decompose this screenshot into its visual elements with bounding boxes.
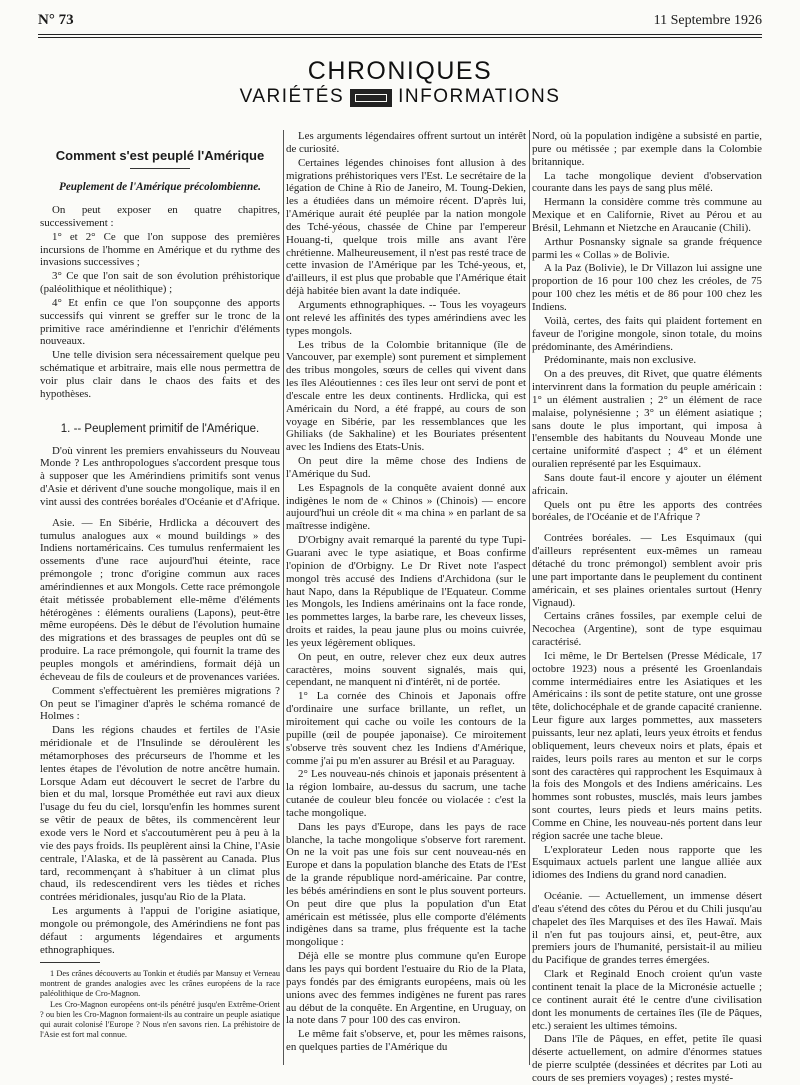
paragraph: Certaines légendes chinoises font allusion à des migrations préhistoriques vers l'Est. Le secrétaire de la légation de Chine à Rio de Janeiro, M. Toung-Dekien, les a étudiées dans un mémoire récent. D'après lui, l'Amérique aurait été peuplée par la nation mongole des Tché-yéous, chassée de Chine par l'empereur Houang-ti, quelque trois mille ans avant l'ère chrétienne. Malheureusement, il n'est pas resté trace de cette invasion de l'Amérique par les Tché-yeous, et, d'ailleurs, il est plus que probable que l'Amérique était déjà habitée bien avant la date indiquée. [286, 156, 526, 298]
paragraph: On peut exposer en quatre chapitres, successivement : [40, 204, 280, 229]
column-3 [532, 130, 762, 1084]
footnotes [40, 969, 280, 1040]
paragraph: L'explorateur Leden nous rapporte que les Esquimaux actuels parlent une langue alliée aux idiomes des Indiens du grand nord canadien. [532, 843, 762, 882]
paragraph: Une telle division sera nécessairement quelque peu schématique et arbitraire, mais elle nous permettra de voir plus clair dans le chaos des faits et des hypothèses. [40, 349, 280, 400]
paragraph: 3° Ce que l'on sait de son évolution préhistorique (paléolithique et néolithique) ; [40, 270, 280, 296]
column-1 [40, 130, 280, 1070]
paragraph: Les arguments à l'appui de l'origine asiatique, mongole ou prémongole, des Amérindiens ne font pas défaut : arguments légendaires et arguments ethnographiques. [40, 905, 280, 956]
masthead [0, 58, 800, 108]
paragraph: Hermann la considère comme très commune au Mexique et en Californie, Rivet au Pérou et au Brésil, Lehmann et Nietzche en Araucanie (Chili). [532, 196, 762, 234]
masthead-title: CHRONIQUES [307, 57, 493, 85]
header-rule-2 [38, 37, 762, 38]
paragraph: On peut, en outre, relever chez eux deux autres caractères, moins souvent signalés, mais qui, cependant, ne manquent ni d'intérêt, ni de portée. [286, 650, 526, 689]
running-header [38, 12, 762, 29]
column-divider-1 [283, 130, 284, 1065]
article-subtitle: Peuplement de l'Amérique précolombienne. [59, 181, 261, 193]
paragraph: A la Paz (Bolivie), le Dr Villazon lui assigne une proportion de 16 pour 100 chez les créoles, de 75 pour 100 chez les métis et de 86 pour 100 chez les Indiens. [532, 262, 762, 313]
paragraph: D'Orbigny avait remarqué la parenté du type Tupi-Guarani avec le type asiatique, et Boas confirme l'opinion de d'Orbigny. Le Dr Rivet note l'aspect mongol très accusé des Indiens d'Archidona (sur le haut Napo, dans la République de l'Equateur. Comme les Mongols, les Indiens amérinains ont la face ronde, les pommettes larges, la barbe rare, les cheveux lisses, droits et raides, la peau jaune plus ou moins cuivrée, les yeux légèrement obliques. [286, 534, 526, 649]
paragraph: La tache mongolique devient d'observation courante dans les pays de sang plus mêlé. [532, 169, 762, 195]
paragraph: Arguments ethnographiques. -- Tous les voyageurs ont relevé les affinités des types amérindiens avec les types mongols. [286, 298, 526, 337]
paragraph: Quels ont pu être les apports des contrées boréales, de l'Océanie et de l'Afrique ? [532, 498, 762, 524]
paragraph: 2° Les nouveau-nés chinois et japonais présentent à la région lombaire, au-dessus du sacrum, une tache cutanée de couleur bleu foncée ou violacée : c'est la tache mongolique. [286, 768, 526, 819]
masthead-left-word: VARIÉTÉS [239, 86, 345, 107]
section-heading: 1. -- Peuplement primitif de l'Amérique. [60, 422, 260, 435]
column-2 [286, 130, 526, 1070]
article-title: Comment s'est peuplé l'Amérique [55, 148, 265, 163]
paragraph: 1° La cornée des Chinois et Japonais offre d'ordinaire une surface brillante, un reflet, un miroitement qui cache ou voile les contours de la pupille (œil de poupée japonaise). Ce miroitement s'observe très souvent chez les Indiens d'Amérique, comme j'ai pu m'en assurer au Brésil et au Paraguay. [286, 690, 526, 767]
paragraph: Clark et Reginald Enoch croient qu'un vaste continent tenait la place de la Micronésie actuelle ; ce continent aurait été le centre d'une civilisation dont les monuments de certaines îles (île de Pâques, etc.) seraient les ultimes témoins. [532, 968, 762, 1032]
paragraph: Certains crânes fossiles, par exemple celui de Necochea (Argentine), sont de type esquimau caractérisé. [532, 610, 762, 649]
column-divider-2 [529, 130, 530, 1065]
masthead-subtitle [0, 86, 800, 108]
paragraph: Déjà elle se montre plus commune qu'en Europe dans les pays qui bordent l'estuaire du Rio de la Plata, pays fondés par des émigrants européens, mais où les unions avec des femmes indigènes ne furent pas rares au début de la conquête. En Argentine, en Uruguay, on la note dans 7 pour 100 des cas environ. [286, 950, 526, 1027]
paragraph: Nord, où la population indigène a subsisté en partie, pure ou métissée ; par exemple dans la Colombie britannique. [532, 130, 762, 168]
paragraph: Les tribus de la Colombie britannique (île de Vancouver, par exemple) sont purement et simplement des tribus mongoles, sœurs de celles qui vivent dans les îles Aléoutiennes : ces îles leur ont servi de pont et d'escale entre les deux continents. Hrdlicka, qui est Américain du Nord, a été frappé, au cours de son voyage en Sibérie, par les ressemblances que les Ghiliaks (de Sakhaline) et les Bouriates présentent avec les Indiens des Etats-Unis. [286, 338, 526, 454]
paragraph: D'où vinrent les premiers envahisseurs du Nouveau Monde ? Les anthropologues s'accordent presque tous à supposer que les Amérindiens primitifs sont venus d'Asie et dérivent d'une souche mongolique, mais il en vint aussi des contrées boréales d'Océanie et d'Afrique. [40, 444, 280, 508]
paragraph: Dans les régions chaudes et fertiles de l'Asie méridionale et de l'Insulinde se déroulèrent les métamorphoses des précurseurs de l'homme et les lentes étapes de l'évolution de notre ancêtre humain. Lorsque Adam eut découvert le secret de l'arbre du bien et du mal, lorsque Prométhée eut ravi aux dieux l'usage du feu du ciel, lorsqu'enfin les hommes surent se vêtir de peaux de bêtes, ils commencèrent leur exode vers le Nord et s'accoutumèrent peu à peu à la vie des pays froids. Ils peuplèrent ainsi la Chine, l'Asie centrale, l'Alaska, et de là passèrent au Canada. Plus tard, recommençant à s'habituer à un climat plus chaud, ils redescendirent vers les tièdes et riches contrées méridionales, jusqu'au Rio de la Plata. [40, 724, 280, 904]
paragraph: Ici même, le Dr Bertelsen (Presse Médicale, 17 octobre 1923) nous a présenté les Groenlandais comme intermédiaires entre les Asiatiques et les Américains : ils sont de petite stature, ont une grosse tête, dolichocéphale et de grande capacité cranienne. Leur figure aux larges pommettes, aux masseters puissants, leur nez aplati, leurs yeux étroits et fendus obliquement, leurs cheveux noirs et plats, épais et raides, leurs poils rares au menton et sur le corps sont des caractères qui rapprochent les Esquimaux à la fois des Mongols et des Indiens américains. Les hommes sont robustes, musclés, mais leurs jambes sont courtes, leurs pieds et leurs mains petits. Comme en Chine, les nouveau-nés portent dans leur région sacrée une tache bleue. [532, 649, 762, 842]
paragraph: Comment s'effectuèrent les premières migrations ? On peut se l'imaginer d'après le schéma romancé de Holmes : [40, 684, 280, 723]
paragraph: Océanie. — Actuellement, un immense désert d'eau s'étend des côtes du Pérou et du Chili jusqu'au chapelet des îles Marquises et des îles Hawaï. Mais il n'en fut pas toujours ainsi, et, peut-être, aux premiers jours de l'humanité, persistait-il au milieu du Pacifique de grandes terres émergées. [532, 890, 762, 967]
paragraph: Voilà, certes, des faits qui plaident fortement en faveur de l'origine mongole, sinon totale, du moins prédominante, des Amérindiens. [532, 314, 762, 353]
masthead-right-word: INFORMATIONS [398, 86, 561, 107]
paragraph: On a des preuves, dit Rivet, que quatre éléments intervinrent dans la formation du peuple américain : 1° un élément australien ; 2° un élément de race malaise, polynésienne ; 3° un élément asiatique ; sans doute le plus important, qui imposa à l'ensemble des habitants du Nouveau Monde une certaine uniformité d'aspect ; 4° et un élément ouralien représenté par les Esquimaux. [532, 368, 762, 471]
issue-date: 11 Septembre 1926 [653, 13, 762, 28]
paragraph: On peut dire la même chose des Indiens de l'Amérique du Sud. [286, 455, 526, 480]
paragraph: Sans doute faut-il encore y ajouter un élément africain. [532, 471, 762, 497]
paragraph: Dans l'île de Pâques, en effet, petite île quasi déserte actuellement, on admire d'énormes statues de pierre sculptée (dessinées et décrites par Loti au cours de ses premiers voyages) ; restes mysté- [532, 1033, 762, 1084]
footnote: 1 Des crânes découverts au Tonkin et étudiés par Mansuy et Verneau montrent de grandes analogies avec les crânes européens de la race paléolithique de Cro-Magnon. [40, 969, 280, 999]
footnote: Les Cro-Magnon européens ont-ils pénétré jusqu'en Extrême-Orient ? ou bien les Cro-Magnon formaient-ils au contraire un peuple asiatique qui aurait colonisé l'Europe ? Nous n'en savons rien. La préhistoire de l'Asie est fort mal connue. [40, 1000, 280, 1040]
paragraph: Asie. — En Sibérie, Hrdlicka a découvert des tumulus analogues aux « mound buildings » des Indiens nortaméricains. Ces tumulus renfermaient les ossements d'une race aujourd'hui éteinte, race prémongole ; tronc d'origine commun aux races amérindiennes et aux Mongols. Cette race prémongole était métissée probablement elle-même d'éléments hétérogènes : éléments ouraliens (Lapons), peut-être même européens. Dès le début de l'évolution humaine des migrations et des brassages de peuples ont dû se produire. La race prémongole, qui fournit la trame des peuples mongols et amérindiens, formait déjà un écheveau de fils de couleurs et de provenances variées. [40, 516, 280, 683]
footnote-rule [40, 962, 100, 963]
paragraph: Les arguments légendaires offrent surtout un intérêt de curiosité. [286, 130, 526, 155]
title-rule [130, 168, 190, 169]
paragraph: Arthur Posnansky signale sa grande fréquence parmi les « Collas » de Bolivie. [532, 235, 762, 261]
paragraph: 1° et 2° Ce que l'on suppose des premières incursions de l'homme en Amérique et du rythme des invasions successives ; [40, 230, 280, 269]
paragraph: Prédominante, mais non exclusive. [544, 354, 697, 367]
paragraph: Dans les pays d'Europe, dans les pays de race blanche, la tache mongolique s'observe fort rarement. On ne la voit pas une fois sur cent nouveau-nés en Europe et dans la population blanche des Etats de l'Est de la grande république nord-américaine. Par contre, les bébés amérindiens en sont le plus souvent porteurs. On peut dire que plus la population d'un Etat américain est métissée, plus elle comporte d'éléments indigènes dans sa trame, plus fréquente est la tache mongolique : [286, 820, 526, 949]
paragraph: 4° Et enfin ce que l'on soupçonne des apports successifs qui vinrent se greffer sur le tronc de la primitive race amérindienne et l'enrichir d'éléments nouveaux. [40, 296, 280, 348]
header-rule-1 [38, 34, 762, 35]
paragraph: Le même fait s'observe, et, pour les mêmes raisons, en quelques parties de l'Amérique du [286, 1028, 526, 1054]
paragraph: Contrées boréales. — Les Esquimaux (qui d'ailleurs représentent eux-mêmes un rameau détaché du tronc prémongol) semblent avoir pris une part importante dans le peuplement du continent américain, et ses plaines orientales surtout (Henry Vignaud). [532, 532, 762, 609]
paragraph: Les Espagnols de la conquête avaient donné aux indigènes le nom de « Chinos » (Chinois) — encore aujourd'hui un créole dit « ma china » en parlant de sa maîtresse indigène. [286, 481, 526, 533]
ornament-icon [350, 89, 392, 107]
issue-number: N° 73 [38, 12, 74, 28]
